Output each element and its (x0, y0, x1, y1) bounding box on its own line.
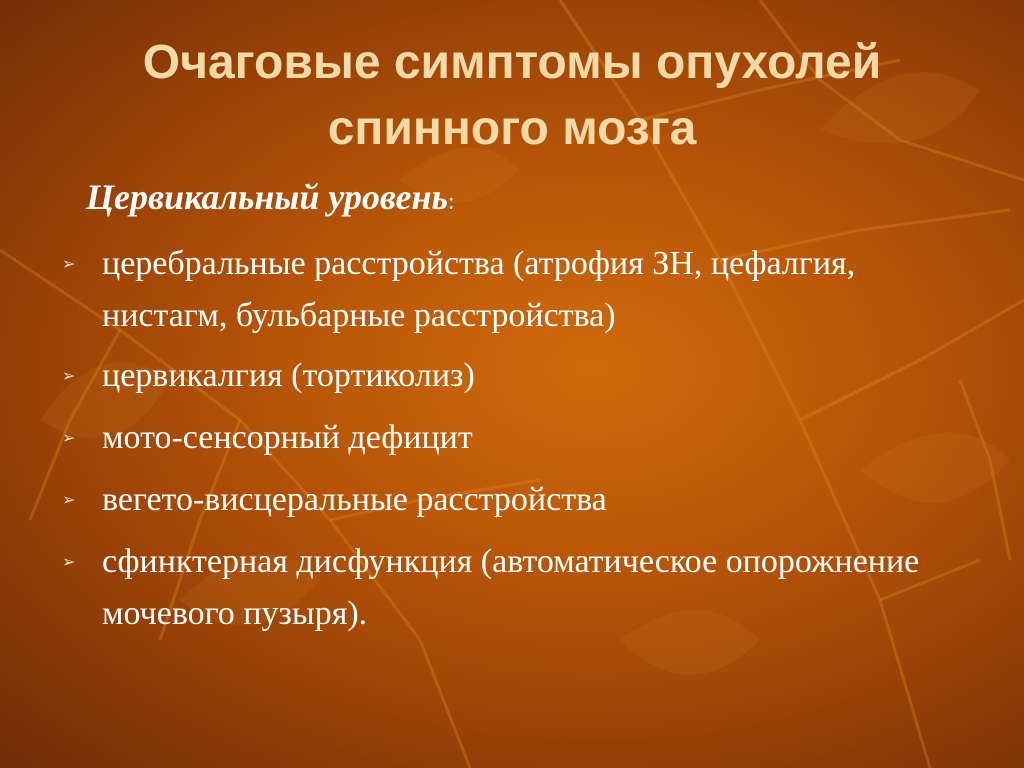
arrowhead-bullet-icon: ➢ (62, 254, 76, 273)
list-item-text: мото-сенсорный дефицит (102, 419, 473, 456)
list-item-text: вегето-висцеральные расстройства (102, 481, 607, 518)
arrowhead-bullet-icon: ➢ (62, 490, 76, 509)
arrowhead-bullet-icon: ➢ (62, 428, 76, 447)
list-item-text: церебральные расстройства (атрофия ЗН, цефалгия, нистагм, бульбарные расстройства) (102, 245, 856, 334)
arrowhead-bullet-icon: ➢ (62, 552, 76, 571)
list-item (60, 412, 960, 464)
list-item-text: сфинктерная дисфункция (автоматическое опорожнение мочевого пузыря). (102, 543, 920, 632)
subtitle-colon: : (447, 189, 455, 215)
list-item-text: цервикалгия (тортиколиз) (102, 357, 475, 394)
list-item (60, 536, 960, 640)
list-item (60, 238, 960, 342)
arrowhead-bullet-icon: ➢ (62, 366, 76, 385)
list-item (60, 474, 960, 526)
slide-title: Очаговые симптомы опухолей спинного мозга (142, 36, 882, 155)
symptom-list (60, 238, 960, 650)
slide-subtitle (86, 176, 455, 218)
subtitle-text: Цервикальный уровень (86, 177, 448, 217)
list-item (60, 350, 960, 402)
